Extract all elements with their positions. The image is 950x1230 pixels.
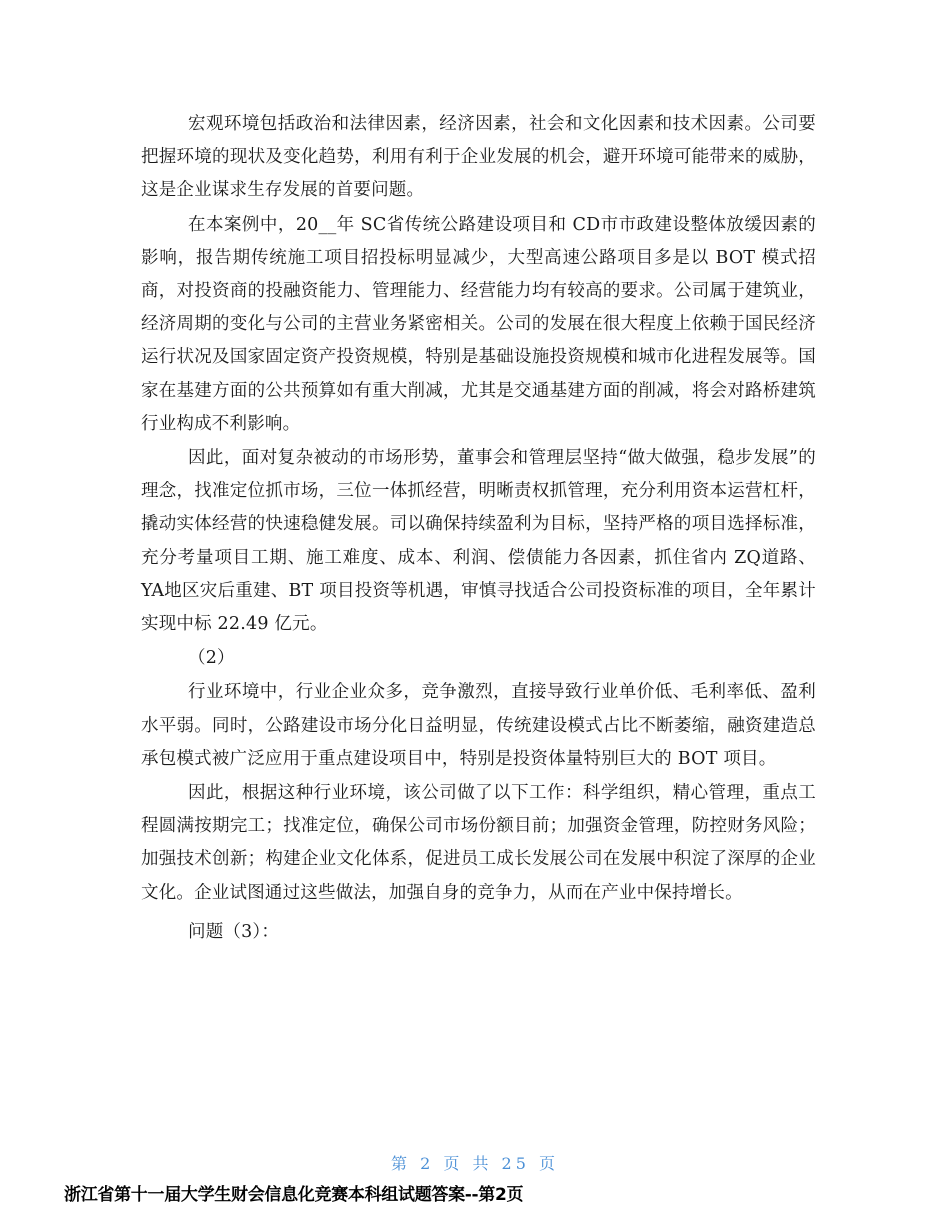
- paragraph-industry-environment: 行业环境中，行业企业众多，竞争激烈，直接导致行业单价低、毛利率低、盈利水平弱。同时，公路建设市场分化日益明显，传统建设模式占比不断萎缩，融资建造总承包模式被广泛应用于重点建设项目中，特别是投资体量特别巨大的 BOT 项目。: [141, 682, 816, 769]
- paragraph-board-response: 因此，面对复杂被动的市场形势，董事会和管理层坚持“做大做强，稳步发展”的理念，找准定位抓市场，三位一体抓经营，明晰责权抓管理，充分利用资本运营杠杆，撬动实体经营的快速稳健发展。司以确保持续盈利为目标，坚持严格的项目选择标准，充分考量项目工期、施工难度、成本、利润、偿债能力各因素，抓住省内 ZQ道路、YA地区灾后重建、BT 项目投资等机遇，审慎寻找适合公司投资标准的项目，全年累计实现中标 22.49 亿元。: [141, 448, 816, 635]
- question-3-heading: 问题（3）：: [188, 921, 280, 942]
- paragraph-case-analysis: 在本案例中，20__年 SC省传统公路建设项目和 CD市市政建设整体放缓因素的影响，报告期传统施工项目招投标明显减少，大型高速公路项目多是以 BOT 模式招商，对投资商的投融资能力、管理能力、经营能力均有较高的要求。公司属于建筑业，经济周期的变化与公司的主营业务紧密相关。公司的发展在很大程度上依赖于国民经济运行状况及国家固定资产投资规模，特别是基础设施投资规模和城市化进程发展等。国家在基建方面的公共预算如有重大削减，尤其是交通基建方面的削减，将会对路桥建筑行业构成不利影响。: [141, 214, 816, 434]
- section-number-2: （2）: [188, 648, 235, 669]
- document-body: [141, 108, 816, 950]
- page-number: 第 2 页 共 25 页: [391, 1154, 559, 1173]
- footer-document-title: 浙江省第十一届大学生财会信息化竞赛本科组试题答案--第2页: [64, 1185, 524, 1205]
- paragraph-company-actions: 因此，根据这种行业环境，该公司做了以下工作：科学组织，精心管理，重点工程圆满按期完工；找准定位，确保公司市场份额目前；加强资金管理，防控财务风险；加强技术创新；构建企业文化体系，促进员工成长发展公司在发展中积淀了深厚的企业文化。企业试图通过这些做法，加强自身的竞争力，从而在产业中保持增长。: [141, 783, 816, 903]
- paragraph-macro-environment: 宏观环境包括政治和法律因素，经济因素，社会和文化因素和技术因素。公司要把握环境的现状及变化趋势，利用有利于企业发展的机会，避开环境可能带来的威胁，这是企业谋求生存发展的首要问题。: [141, 114, 816, 201]
